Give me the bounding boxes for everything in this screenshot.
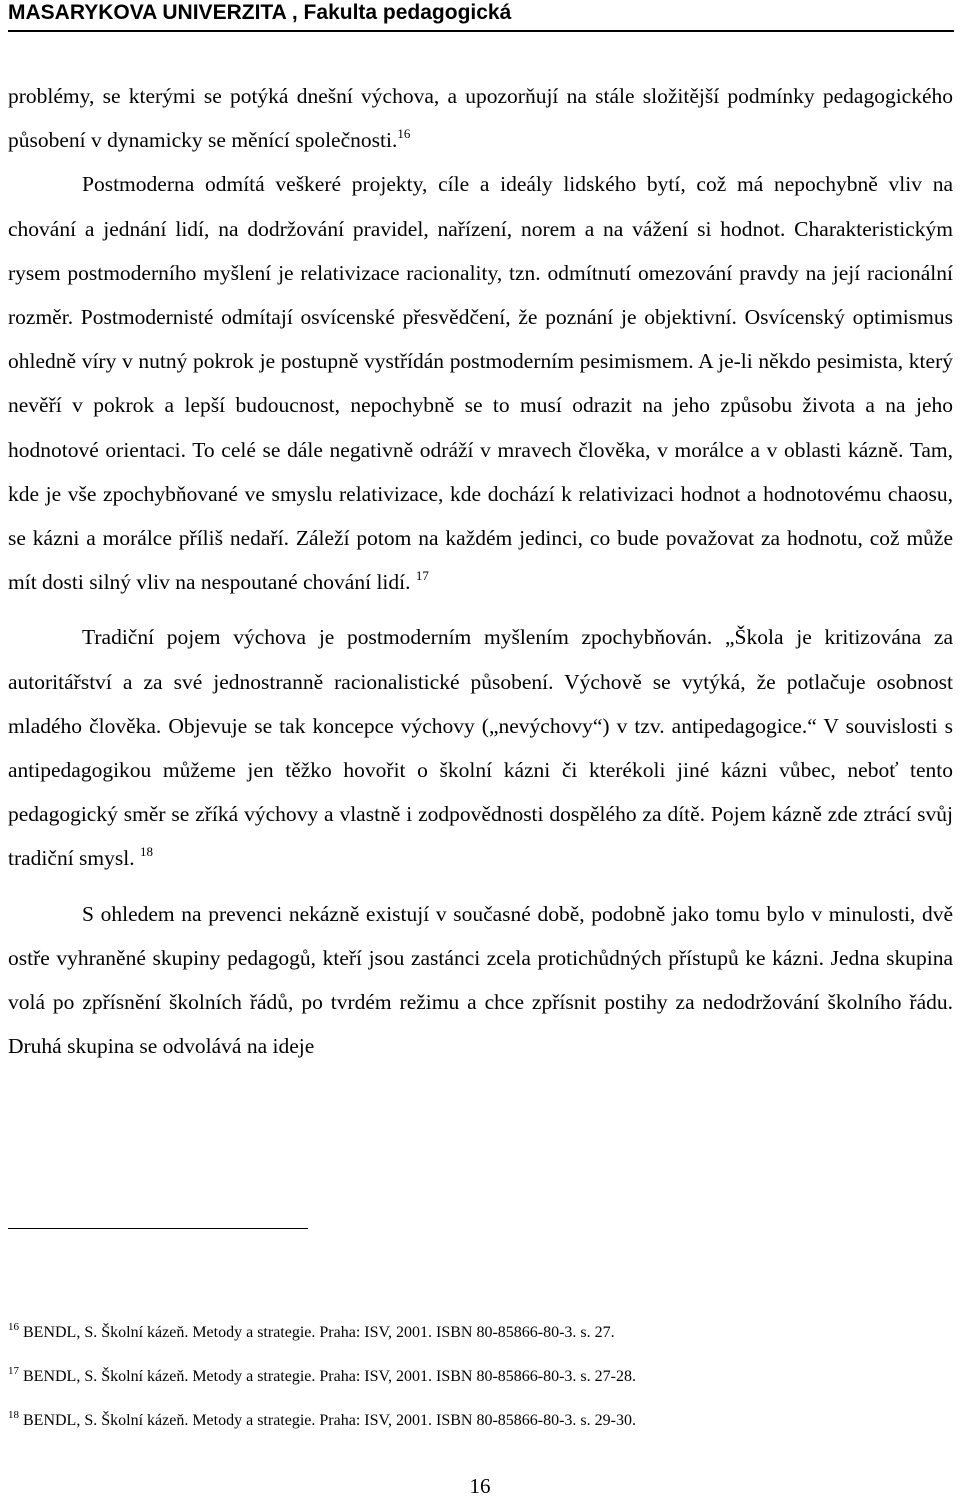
paragraph-prevence (8, 892, 953, 1069)
page-number: 16 (469, 1474, 491, 1498)
paragraph-postmoderna (8, 162, 953, 604)
footnote-number: 16 (8, 1321, 19, 1333)
paragraph-text: problémy, se kterými se potýká dnešní výchova, a upozorňují na stále složitější podmínky pedagogického působení v dynamicky se měnící společnosti. (8, 84, 953, 153)
paragraph-text: S ohledem na prevenci nekázně existují v současné době, podobně jako tomu bylo v minulosti, dvě ostře vyhraněné skupiny pedagogů, kteří jsou zastánci zcela protichůdných přístupů ke kázni. Jedna skupina volá po zpřísnění školních řádů, po tvrdém režimu a chce zpřísnit postihy za nedodržování školního řádu. Druhá skupina se odvolává na ideje (8, 901, 953, 1059)
body-text (8, 74, 953, 1068)
document-header: MASARYKOVA UNIVERZITA , Fakulta pedagogická (8, 1, 512, 24)
footnotes (8, 1322, 953, 1454)
footnote-item (8, 1366, 953, 1388)
footnote-number: 18 (8, 1409, 19, 1421)
footnote-item (8, 1410, 953, 1432)
footnote-ref: 16 (397, 126, 411, 142)
header-rule (8, 30, 954, 32)
footnote-item (8, 1322, 953, 1344)
paragraph-text: Postmoderna odmítá veškeré projekty, cíle a ideály lidského bytí, což má nepochybně vliv na chování a jednání lidí, na dodržování pravidel, nařízení, norem a na vážení si hodnot. Charakteristickým rysem postmoderního myšlení je relativizace racionality, tzn. odmítnutí omezování pravdy na její racionální rozměr. Postmodernisté odmítají osvícenské přesvědčení, že poznání je objektivní. Osvícenský optimismus ohledně víry v nutný pokrok je postupně vystřídán postmoderním pesimismem. A je-li někdo pesimista, který nevěří v pokrok a lepší budoucnost, nepochybně se to musí odrazit na jeho způsobu života a na jeho hodnotové orientaci. To celé se dále negativně odráží v mravech člověka, v morálce a v oblasti kázně. Tam, kde je vše zpochybňované ve smyslu relativizace, kde dochází k relativizaci hodnot a hodnotovému chaosu, se kázni a morálce příliš nedaří. Záleží potom na každém jedinci, co bude považovat za hodnotu, což může mít dosti silný vliv na nespoutané chování lidí. (8, 172, 953, 595)
footnote-ref: 17 (415, 568, 429, 584)
paragraph-continuation (8, 74, 953, 162)
paragraph-text: Tradiční pojem výchova je postmoderním myšlením zpochybňován. „Škola je kritizována za autoritářství a za své jednostranně racionalistické působení. Výchově se vytýká, že potlačuje osobnost mladého člověka. Objevuje se tak koncepce výchovy („nevýchovy“) v tzv. antipedagogice.“ V souvislosti s antipedagogikou můžeme jen těžko hovořit o školní kázni či kterékoli jiné kázni vůbec, neboť tento pedagogický směr se zříká výchovy a vlastně i zodpovědnosti dospělého za dítě. Pojem kázně zde ztrácí svůj tradiční smysl. (8, 625, 953, 871)
footnote-number: 17 (8, 1365, 19, 1377)
footnote-text: BENDL, S. Školní kázeň. Metody a strategie. Praha: ISV, 2001. ISBN 80-85866-80-3. s. 27. (23, 1324, 615, 1341)
footnote-text: BENDL, S. Školní kázeň. Metody a strategie. Praha: ISV, 2001. ISBN 80-85866-80-3. s. 27-28. (23, 1368, 636, 1385)
footnote-text: BENDL, S. Školní kázeň. Metody a strategie. Praha: ISV, 2001. ISBN 80-85866-80-3. s. 29-30. (23, 1412, 636, 1429)
paragraph-tradicni-pojem (8, 615, 953, 880)
footnote-ref: 18 (139, 844, 153, 860)
footnote-separator (8, 1228, 308, 1229)
